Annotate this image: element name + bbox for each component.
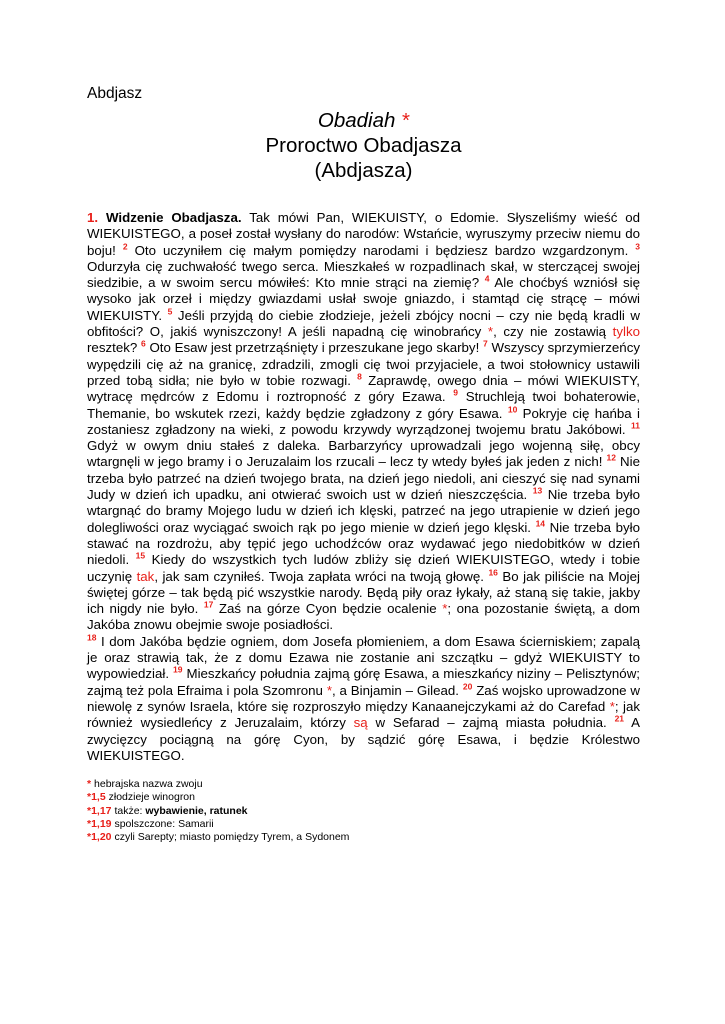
title-block [87,108,640,183]
title-polish-line2: (Abdjasza) [314,159,413,182]
title-asterisk: * [401,109,410,132]
document-page [87,84,640,844]
verse-number: 19 [173,664,183,675]
verse-number: 9 [453,387,459,398]
title-english: Obadiah * [317,109,410,132]
footnote-item: *1,5 złodzieje winogron [87,791,195,804]
verse-number: 18 [87,632,97,643]
chapter-paragraph-2: $^{18}$ I dom Jakóba będzie ogniem, dom Josefa płomieniem, a dom Esawa ścierniskiem; zapalą je oraz strawią tak, że z domu Ezawa nie zostanie ani szczątku – gdyż WIEKUISTY to wypowiedział. $^{19}$ Mieszkańcy południa zajmą górę Esawa, a mieszkańcy niziny – Pelisztynów; zajmą też pola Efraima i pola Szomronu *, a Binjamin – Gilead. $^{20}$ Zaś wojsko uprowadzone w niewolę z synów Israela, które się rozproszyło między Kanaanejczykami aż do Carefad *; jak również wysiedleńcy z Jeruzalaim, którzy są w Sefarad – zajmą miasta południa. $^{21}$ A zwycięzcy pociągną na górę Cyon, by sądzić górę Esawa, i będzie Królestwo WIEKUISTEGO. [87,632,640,763]
footnote-asterisk: * [487,324,494,340]
verse-number: 4 [484,273,490,284]
red-word: tylko [612,324,640,340]
chapter-number: 1. [87,210,99,225]
chapter-heading: Widzenie Obadjasza. [105,210,242,225]
footnote-asterisk: * [326,682,332,698]
red-word: tak [136,568,155,584]
verse-number: 5 [167,306,173,317]
verse-number: 21 [614,713,625,724]
verse-number: 2 [122,241,128,252]
verse-number: 20 [462,681,473,692]
footnote-asterisk: * [609,698,615,714]
footnote-item: *1,20 czyli Sarepty; miasto pomiędzy Tyrem, a Sydonem [87,830,350,843]
verse-number: 15 [135,550,146,561]
footnotes [87,778,640,844]
red-word: są [353,715,368,731]
book-label: Abdjasz [87,85,143,102]
footnote-item: *1,19 spolszczone: Samarii [87,817,214,830]
chapter-text [87,210,640,764]
chapter-paragraph-1: 1. Widzenie Obadjasza. Tak mówi Pan, WIEKUISTY, o Edomie. Słyszeliśmy wieść od WIEKUISTEGO, a poseł został wysłany do narodów: Wstańcie, wyruszymy przeciw niemu do boju! $^2$ Oto uczyniłem cię małym pomiędzy narodami i będziesz bardzo wzgardzonym. $^3$ Odurzyła cię zuchwałość twego serca. Mieszkałeś w rozpadlinach skał, w sterczącej swojej siedzibie, a w swoim sercu mówiłeś: Kto mnie strąci na ziemię? $^4$ Ale choćbyś wzniósł się wysoko jak orzeł i między gwiazdami usłał swoje gniazdo, i stamtąd cię strącę – mówi WIEKUISTY. $^5$ Jeśli przyjdą do ciebie złodzieje, jeżeli zbójcy nocni – czy nie będą kradli w obfitości? O, jakiś wyniszczony! A jeśli napadną cię winobrańcy *, czy nie zostawią tylko resztek? $^6$ Oto Esaw jest przetrząśnięty i przeszukane jego skarby! $^7$ Wszyscy sprzymierzeńcy wypędzili cię aż na granicę, zdradzili, zmogli cię twoi przyjaciele, a twoi stołownicy ustawili przed tobą sidła; nie było w tobie rozwagi. $^8$ Zaprawdę, owego dnia – mówi WIEKUISTY, wytracę mędrców z Edomu i roztropność z góry Ezawa. $^9$ Struchleją twoi bohaterowie, Themanie, bo wskutek rzezi, każdy będzie zgładzony z góry Esawa. $^{10}$ Pokryje cię hańba i zostaniesz zgładzony na wieki, z powodu krzywdy wyrządzonej twojemu bratu Jakóbowi. $^{11}$ Gdyż w owym dniu stałeś z daleka. Barbarzyńcy uprowadzali jego wojenną siłę, obcy wtargnęli w jego bramy i o Jeruzalaim los rzucali – lecz ty wtedy byłeś jak jeden z nich! $^{12}$ Nie trzeba było patrzeć na dzień twojego brata, na dzień jego niedoli, ani cieszyć się nad synami Judy w dzień ich upadku, ani otwierać swoich ust w dzień nieszczęścia. $^{13}$ Nie trzeba było wtargnąć do bramy Mojego ludu w dzień ich klęski, patrzeć na jego utrapienie w dzień jego dolegliwości oraz wyciągać swoich rąk po jego mienie w dzień jego klęski. $^{14}$ Nie trzeba było stawać na rozdrożu, aby tępić jego uchodźców oraz wydawać jego niedobitków w dzień niedoli. $^{15}$ Kiedy do wszystkich tych ludów zbliży się dzień WIEKUISTEGO, wtedy i tobie uczynię tak, jak sam czyniłeś. Twoja zapłata wróci na twoją głowę. $^{16}$ Bo jak piliście na Mojej świętej górze – tak będą pić wszystkie narody. Będą piły oraz łykały, aż staną się takie, jakby ich nigdy nie było. $^{17}$ Zaś na górze Cyon będzie ocalenie *; ona pozostanie świętą, a dom Jakóba znowu obejmie swoje posiadłości. [87,210,641,633]
footnote-asterisk: * [442,601,448,617]
title-polish-line1: Proroctwo Obadjasza [265,134,462,157]
verse-number: 6 [140,338,146,349]
verse-number: 16 [488,567,498,578]
verse-number: 3 [635,241,641,252]
verse-number: 12 [606,453,616,464]
footnote-item: * hebrajska nazwa zwoju [87,778,203,791]
verse-number: 10 [507,404,518,415]
verse-number: 8 [357,371,362,382]
verse-number: 17 [203,599,214,610]
verse-number: 13 [532,485,543,496]
verse-number: 7 [483,338,488,349]
verse-number: 11 [631,420,640,431]
verse-number: 14 [535,518,546,529]
footnote-item: *1,17 także: wybawienie, ratunek [87,804,248,817]
